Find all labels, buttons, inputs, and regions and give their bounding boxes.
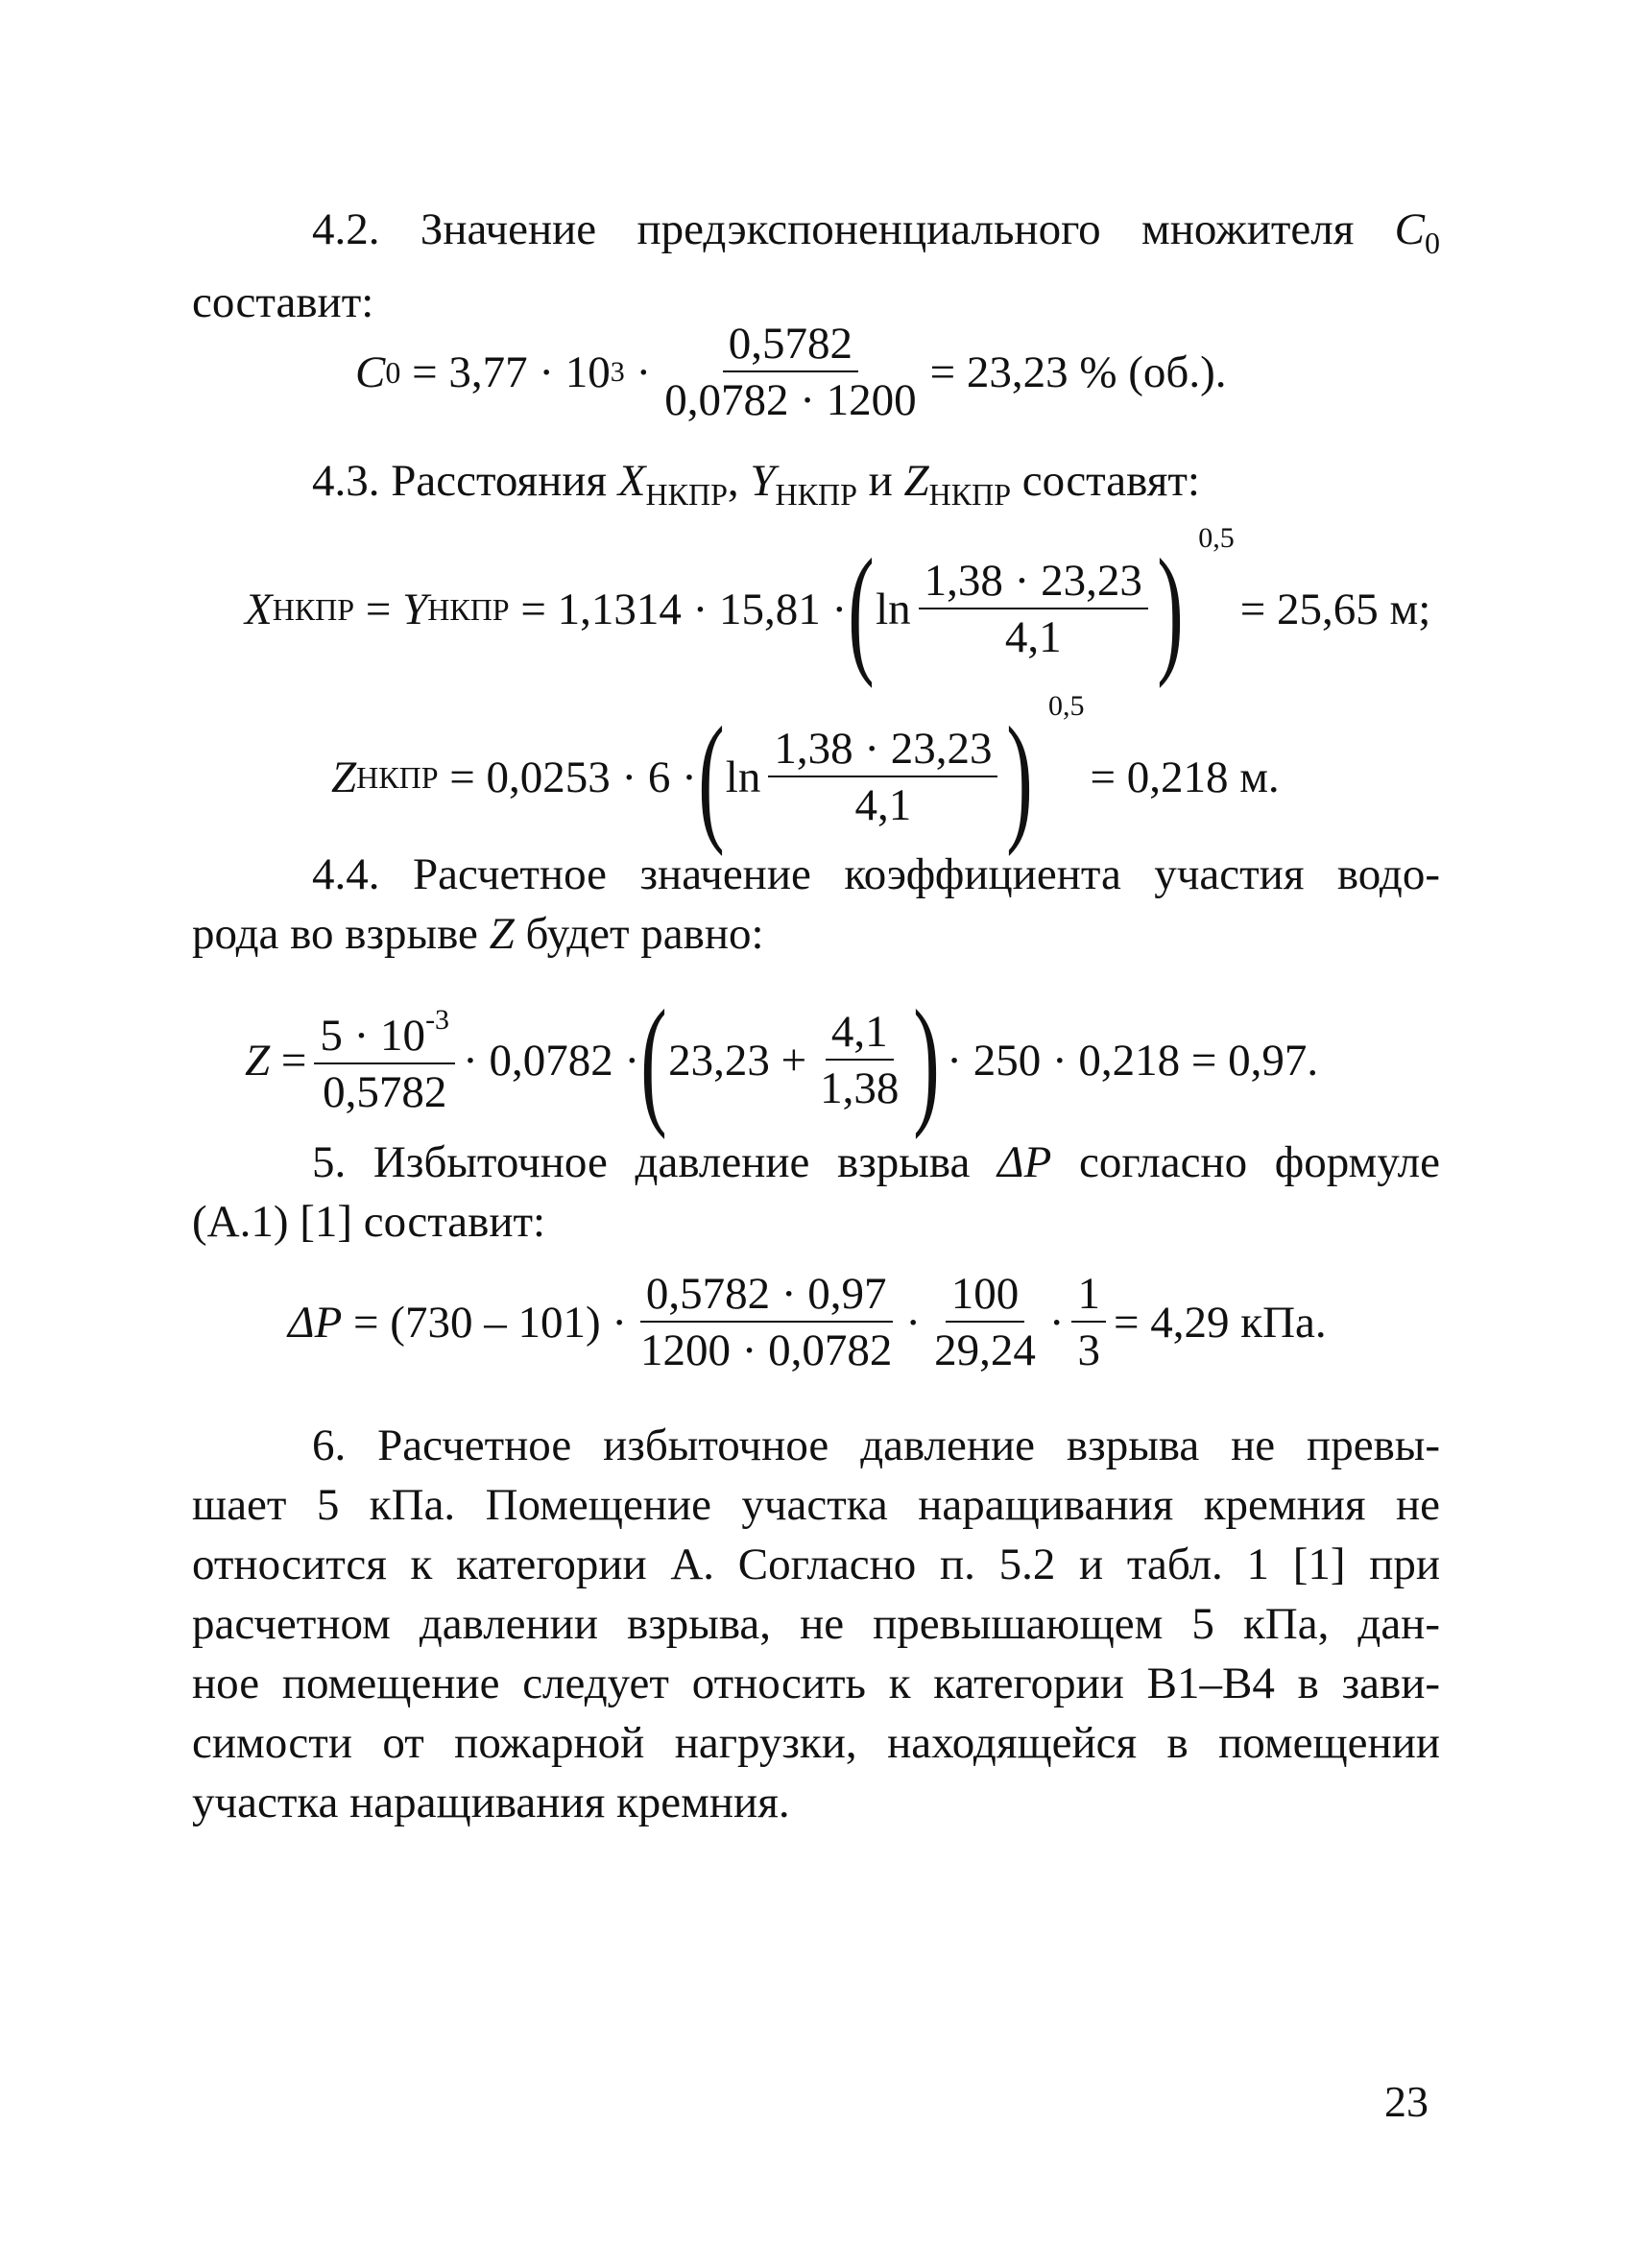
page-number: 23 (1384, 2077, 1429, 2126)
section-4-4-line1: 4.4. Расчетное значение коэффициента участия водо- (312, 849, 1440, 899)
section-6-line: шает 5 кПа. Помещение участка наращивания кремния не (192, 1480, 1440, 1530)
section-6-line: 6. Расчетное избыточное давление взрыва не превы- (312, 1420, 1440, 1470)
fraction-dp-3: $\frac{1}{3}$ (1071, 1272, 1106, 1373)
section-4-4 (192, 845, 1440, 964)
equation-c0: C 0 = 3,77 · 10 3 · $\frac{0,5782}{0,0782 \cdot 1200}$ = 23,23 % (об.). (355, 319, 1227, 425)
section-4-3-line1: 4.3. Расстояния $X_{НКПР}$, $Y_{НКПР}$ и $Z_{НКПР}$ составят: (312, 456, 1200, 512)
fraction-z: $\frac{1,38 \cdot 23,23}{4,1}$ (768, 727, 997, 828)
section-5-line1: 5. Избыточное давление взрыва ΔP согласно формуле (312, 1137, 1440, 1187)
fraction-c0: $\frac{0,5782}{0,0782 \cdot 1200}$ (664, 319, 917, 425)
fraction-dp-2: $\frac{100}{29,24}$ (934, 1269, 1036, 1375)
paren-group-z-coef: ( 23,23 + $\frac{4,1}{1,38}$ ) (640, 981, 941, 1140)
section-4-4-line2: рода во взрыве Z будет равно: (192, 909, 764, 959)
section-4-2 (192, 200, 1440, 332)
section-6-line: расчетном давлении взрыва, не превышающем 5 кПа, дан- (192, 1599, 1440, 1649)
section-6-line: участка наращивания кремния. (192, 1778, 790, 1827)
fraction-dp-1: $\frac{0,5782 \cdot 0,97}{1200 \cdot 0,0782}$ (640, 1269, 893, 1375)
section-6-line: относится к категории А. Согласно п. 5.2 и табл. 1 [1] при (192, 1540, 1440, 1589)
fraction-z-coef: $\frac{5 \cdot 10^{-3}}{0,5782}$ (314, 1006, 455, 1115)
paren-group-xy: ( ln $\frac{1,38 \cdot 23,23}{4,1}$ ) 0,5 (848, 522, 1235, 689)
equation-z: Z НКПР = 0,0253 · 6 · ( ln $\frac{1,38 \cdot 23,23}{4,1}$ ) 0,5 = 0,218 м. (331, 690, 1280, 857)
equation-z-coef: Z = $\frac{5 \cdot 10^{-3}}{0,5782}$ · 0,0782 · ( 23,23 + $\frac{4,1}{1,38}$ ) · 250 · 0,218 = 0,97. (245, 981, 1319, 1140)
section-4-2-line2: составит: (192, 277, 374, 327)
equation-xy: X НКПР = Y НКПР = 1,1314 · 15,81 · ( ln $\frac{1,38 \cdot 23,23}{4,1}$ ) 0,5 = 25,65 м; (245, 522, 1431, 689)
section-6 (192, 1416, 1440, 1832)
fraction-inner: $\frac{4,1}{1,38}$ (820, 1007, 900, 1113)
section-4-3 (192, 451, 1440, 524)
section-6-line: ное помещение следует относить к категории В1–В4 в зави- (192, 1659, 1440, 1708)
equation-delta-p: ΔP = (730 – 101) · $\frac{0,5782 \cdot 0,97}{1200 \cdot 0,0782}$ · $\frac{100}{29,24}$ · $\frac{1}{3}$ = 4,29 кПа. (288, 1269, 1327, 1375)
paren-group-z: ( ln $\frac{1,38 \cdot 23,23}{4,1}$ ) 0,5 (698, 690, 1085, 857)
section-5 (192, 1133, 1440, 1252)
fraction-xy: $\frac{1,38 \cdot 23,23}{4,1}$ (919, 559, 1148, 660)
section-5-line2: (А.1) [1] составит: (192, 1197, 546, 1247)
section-4-2-line1: 4.2. Значение предэкспоненциального множителя $C_0$ (312, 204, 1440, 260)
section-6-line: симости от пожарной нагрузки, находящейся в помещении (192, 1718, 1440, 1768)
